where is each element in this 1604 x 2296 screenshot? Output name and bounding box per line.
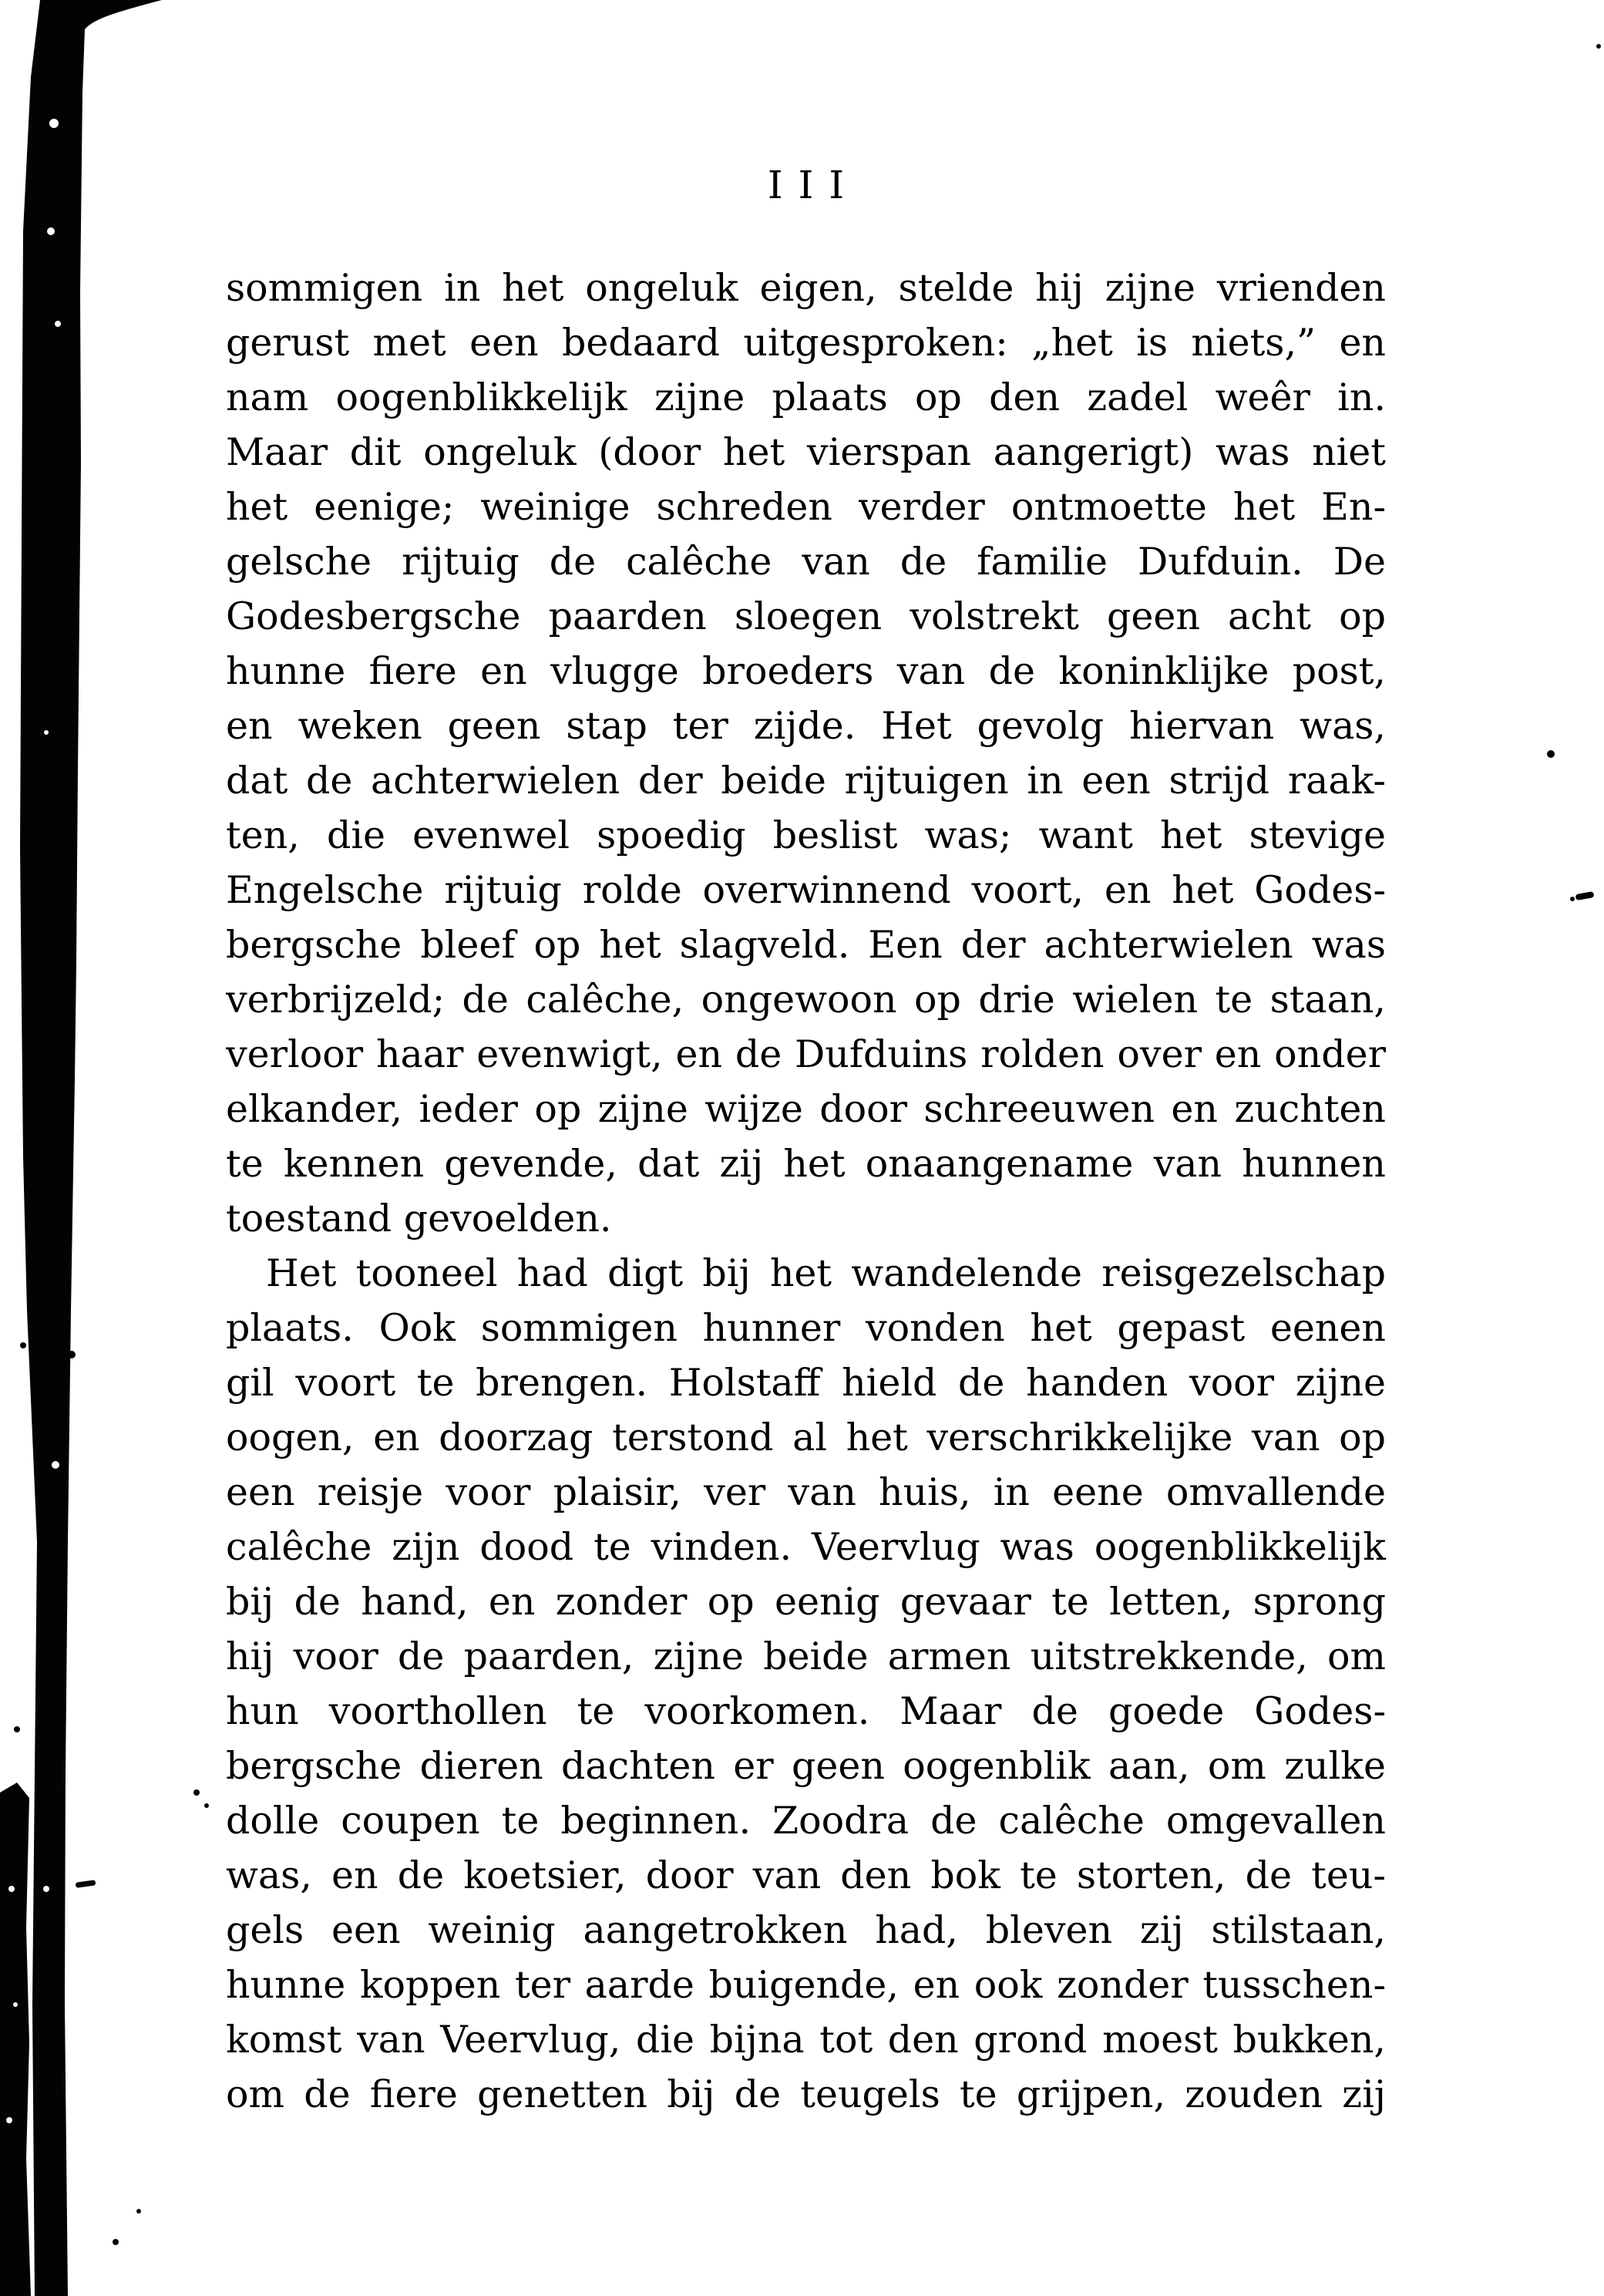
text-line: toestand gevoelden. (226, 1197, 612, 1241)
text-line: gels een weinig aangetrokken had, bleven zij stilstaan, (226, 1908, 1386, 1952)
text-line: gelsche rijtuig de calêche van de familie Dufduin. De (226, 540, 1386, 584)
text-line: bergsche dieren dachten er geen oogenblik aan, om zulke (226, 1744, 1386, 1788)
text-line: Het tooneel had digt bij het wandelende reisgezelschap (266, 1251, 1386, 1295)
text-line: Godesbergsche paarden sloegen volstrekt geen acht op (226, 594, 1386, 638)
text-line: hunne fiere en vlugge broeders van de koninklijke post, (226, 649, 1386, 693)
page-text (226, 261, 1386, 2122)
text-line: plaats. Ook sommigen hunner vonden het gepast eenen (226, 1306, 1386, 1350)
text-line: te kennen gevende, dat zij het onaangename van hunnen (226, 1142, 1386, 1186)
text-line: verloor haar evenwigt, en de Dufduins rolden over en onder (226, 1032, 1386, 1076)
text-line: gil voort te brengen. Holstaff hield de handen voor zijne (226, 1361, 1386, 1405)
text-line: elkander, ieder op zijne wijze door schreeuwen en zuchten (226, 1087, 1386, 1131)
text-line: was, en de koetsier, door van den bok te storten, de teu- (226, 1853, 1386, 1897)
text-line: dolle coupen te beginnen. Zoodra de calêche omgevallen (226, 1799, 1386, 1843)
text-line: hij voor de paarden, zijne beide armen uitstrekkende, om (226, 1634, 1386, 1678)
text-line: verbrijzeld; de calêche, ongewoon op drie wielen te staan, (226, 978, 1386, 1022)
text-line: calêche zijn dood te vinden. Veervlug was oogenblikkelijk (226, 1525, 1386, 1569)
text-line: bergsche bleef op het slagveld. Een der achterwielen was (226, 923, 1386, 967)
text-line: Engelsche rijtuig rolde overwinnend voort, en het Godes- (226, 868, 1386, 912)
text-line: hun voorthollen te voorkomen. Maar de goede Godes- (226, 1689, 1386, 1733)
text-line: nam oogenblikkelijk zijne plaats op den zadel weêr in. (226, 375, 1386, 419)
page-number: III (767, 163, 860, 207)
text-line: en weken geen stap ter zijde. Het gevolg hiervan was, (226, 704, 1386, 748)
text-line: hunne koppen ter aarde buigende, en ook zonder tusschen- (226, 1963, 1386, 2007)
text-line: gerust met een bedaard uitgesproken: „het is niets,” en (226, 321, 1386, 365)
text-line: oogen, en doorzag terstond al het verschrikkelijke van op (226, 1416, 1386, 1459)
text-line: bij de hand, en zonder op eenig gevaar te letten, sprong (226, 1580, 1386, 1624)
text-line: sommigen in het ongeluk eigen, stelde hij zijne vrienden (226, 266, 1386, 310)
text-line: om de fiere genetten bij de teugels te grijpen, zouden zij (226, 2072, 1386, 2116)
text-line: een reisje voor plaisir, ver van huis, in eene omvallende (226, 1470, 1386, 1514)
text-line: het eenige; weinige schreden verder ontmoette het En- (226, 485, 1386, 529)
text-line: komst van Veervlug, die bijna tot den grond moest bukken, (226, 2018, 1386, 2062)
text-line: dat de achterwielen der beide rijtuigen in een strijd raak- (226, 759, 1386, 803)
text-line: Maar dit ongeluk (door het vierspan aangerigt) was niet (226, 430, 1386, 474)
text-line: ten, die evenwel spoedig beslist was; want het stevige (226, 813, 1386, 857)
